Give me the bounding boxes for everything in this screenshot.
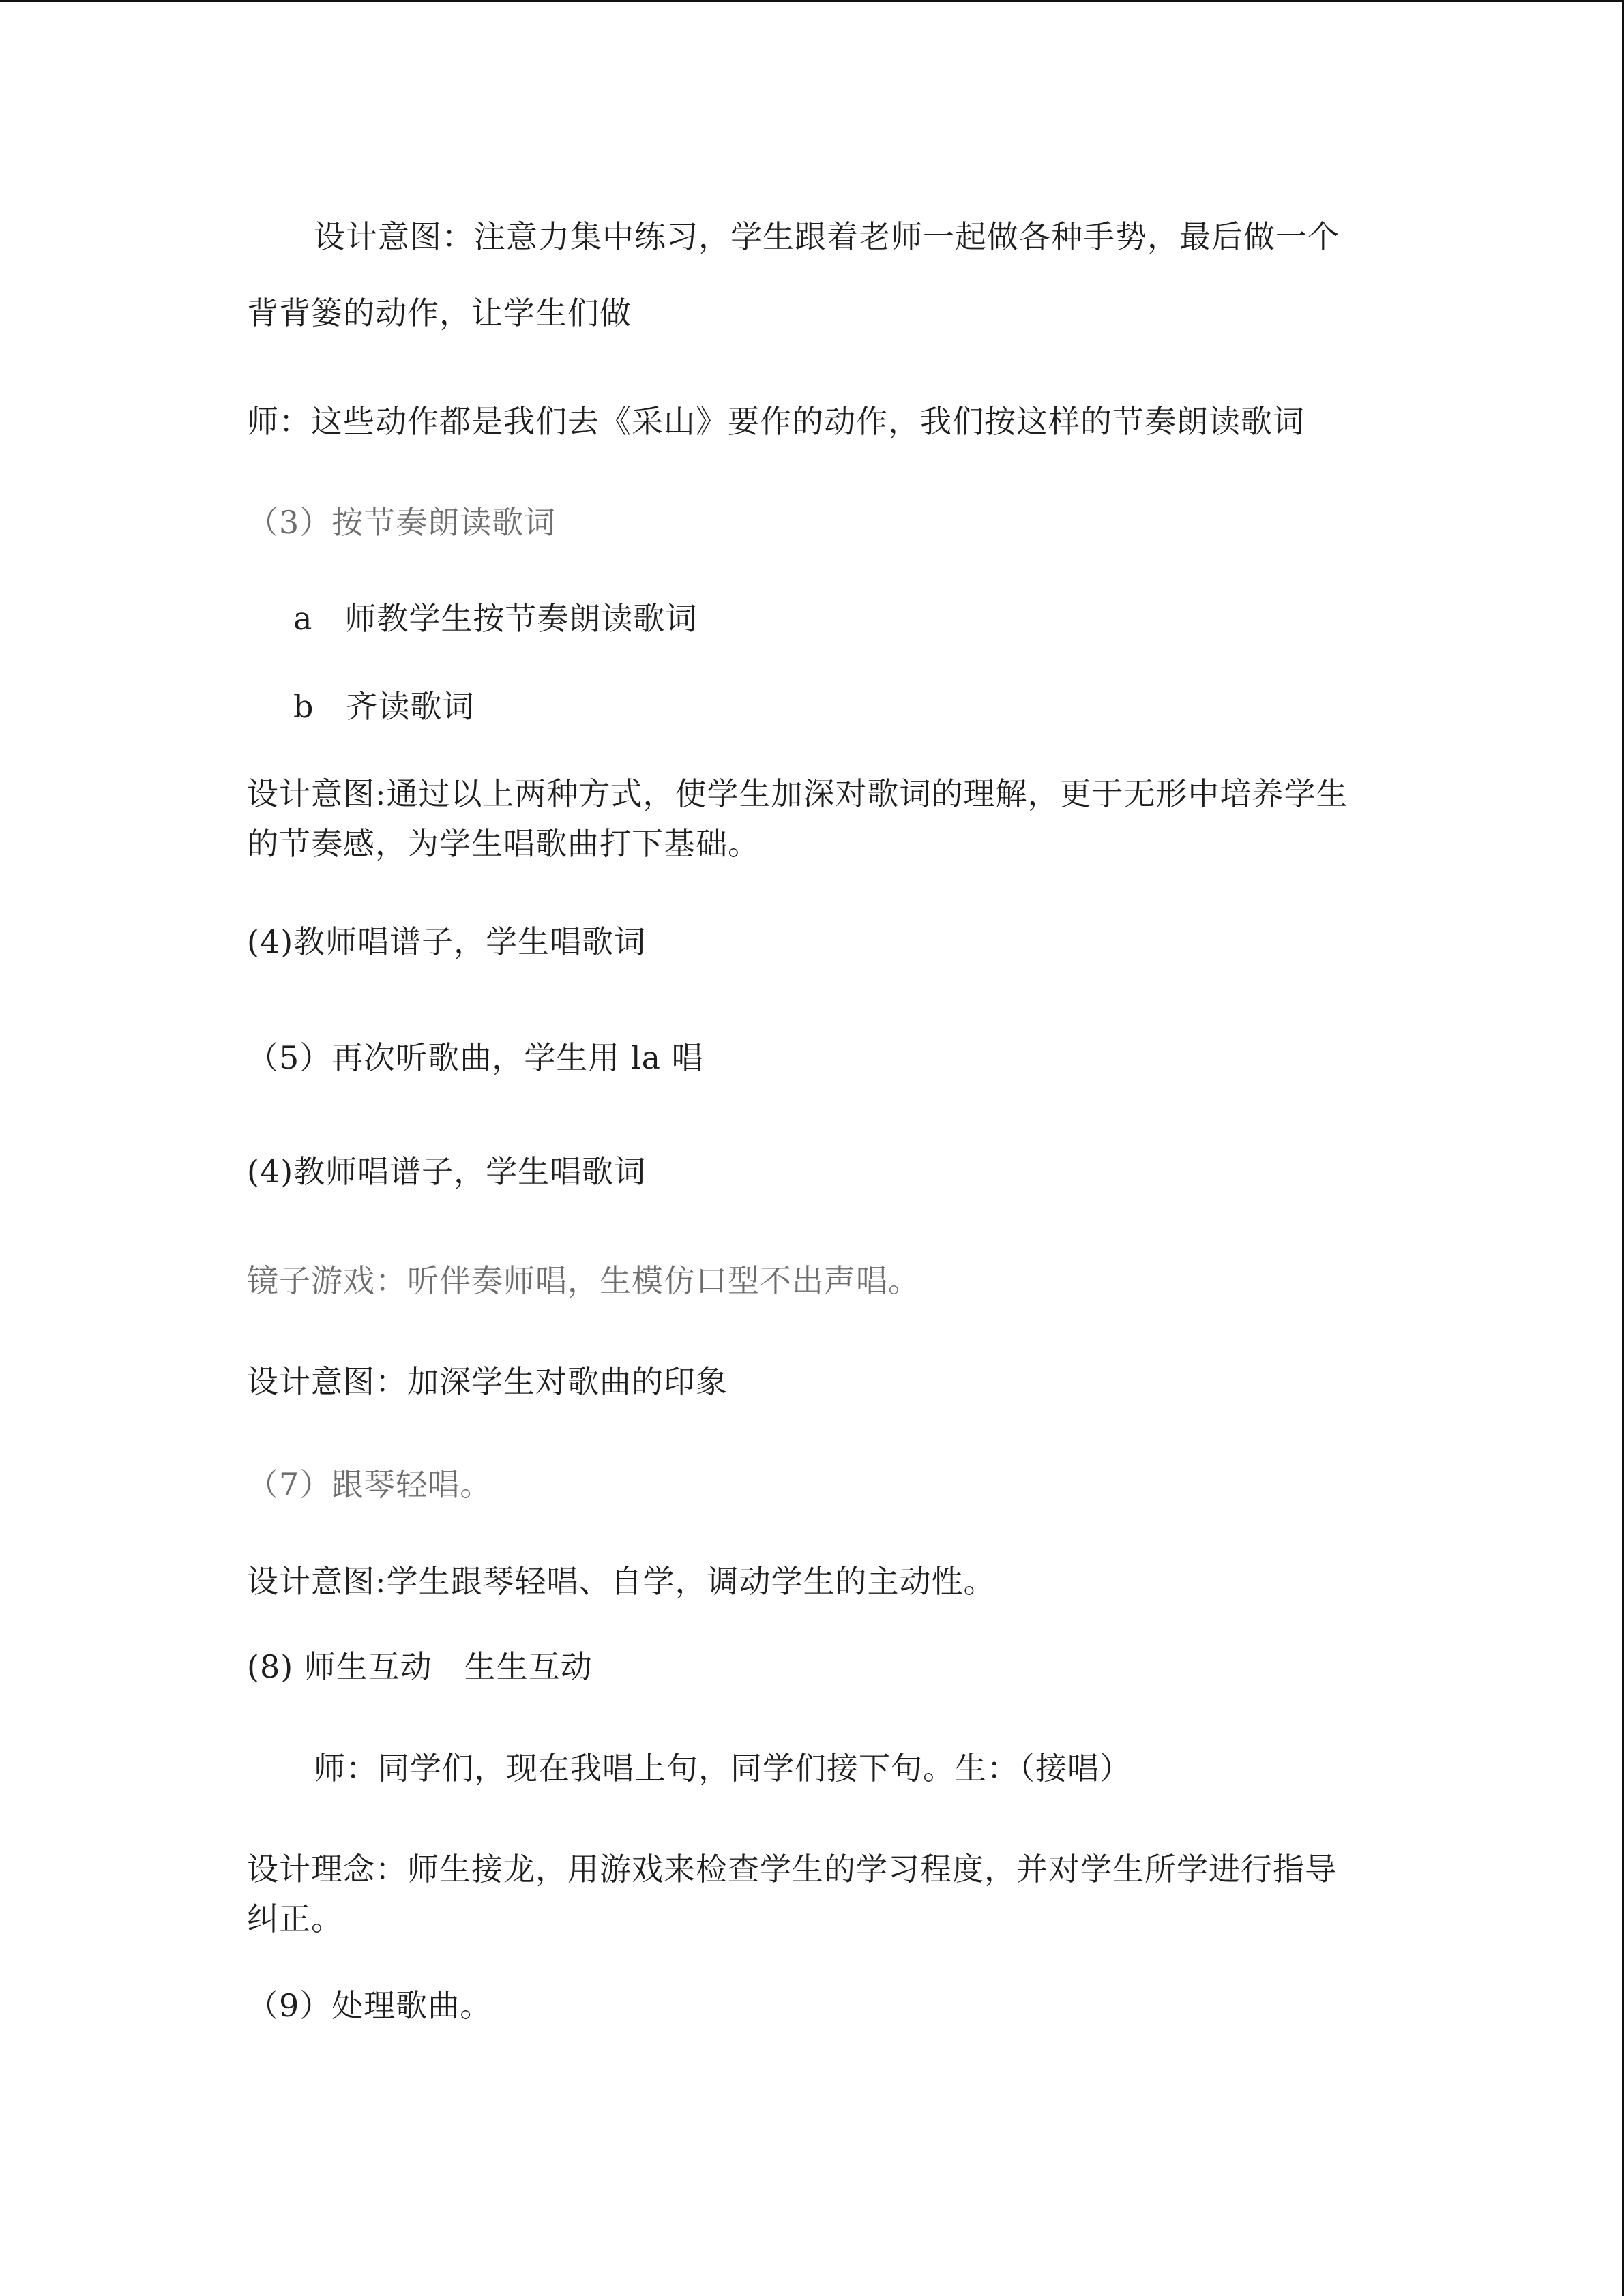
- paragraph-line: 设计意图:通过以上两种方式，使学生加深对歌词的理解，更于无形中培养学生: [247, 775, 1348, 812]
- paragraph-line: 设计意图：加深学生对歌曲的印象: [247, 1363, 728, 1400]
- list-item: a 师教学生按节奏朗读歌词: [293, 600, 698, 637]
- section-heading: (8) 师生互动 生生互动: [247, 1648, 593, 1685]
- paragraph-line: 设计理念：师生接龙，用游戏来检查学生的学习程度，并对学生所学进行指导: [247, 1851, 1337, 1888]
- paragraph-line: 设计意图：注意力集中练习，学生跟着老师一起做各种手势，最后做一个: [314, 218, 1340, 255]
- section-heading: (4)教师唱谱子，学生唱歌词: [247, 923, 647, 960]
- section-heading: （9）处理歌曲。: [247, 1987, 492, 2024]
- paragraph-line: 的节奏感，为学生唱歌曲打下基础。: [247, 825, 760, 862]
- section-heading: (4)教师唱谱子，学生唱歌词: [247, 1153, 647, 1190]
- paragraph-line: 设计意图:学生跟琴轻唱、自学，调动学生的主动性。: [247, 1563, 996, 1600]
- paragraph-line: 师：同学们，现在我唱上句，同学们接下句。生：（接唱）: [314, 1750, 1132, 1787]
- section-heading: （3）按节奏朗读歌词: [247, 504, 557, 541]
- paragraph-line: 师：这些动作都是我们去《采山》要作的动作，我们按这样的节奏朗读歌词: [247, 403, 1305, 440]
- paragraph-line: 镜子游戏：听伴奏师唱，生模仿口型不出声唱。: [247, 1262, 920, 1299]
- paragraph-line: 纠正。: [247, 1900, 343, 1937]
- section-heading: （5）再次听歌曲，学生用 la 唱: [247, 1039, 704, 1076]
- list-item: b 齐读歌词: [293, 688, 475, 725]
- section-heading: （7）跟琴轻唱。: [247, 1466, 492, 1503]
- paragraph-line: 背背篓的动作，让学生们做: [247, 295, 632, 331]
